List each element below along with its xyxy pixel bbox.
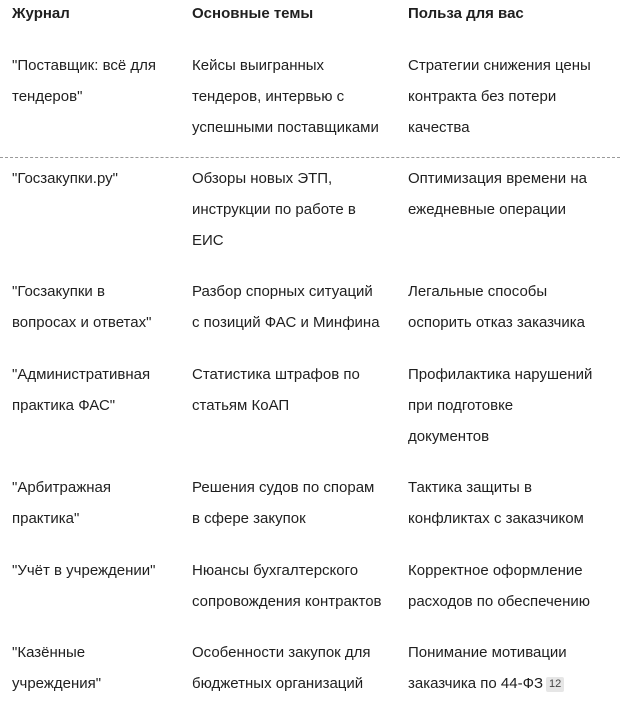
cell-line: документов [408,428,490,445]
cell-line: "Административная [12,366,151,383]
cell-line: Нюансы бухгалтерского [192,562,359,579]
cell-line: сопровождения контрактов [192,593,382,610]
cell-line: ежедневные операции [408,201,566,218]
cell-topics [192,637,371,699]
cell-line: расходов по обеспечению [408,593,591,610]
cell-line: бюджетных организаций [192,675,364,692]
header-benefit: Польза для вас [408,5,524,22]
cell-topics [192,276,380,338]
cell-journal [12,276,151,338]
cell-topics [192,50,379,143]
footnote-ref-badge[interactable]: 12 [546,677,564,692]
row-divider [0,157,620,158]
cell-line: "Казённые [12,644,86,661]
cell-topics [192,472,374,534]
cell-line: Решения судов по спорам [192,479,375,496]
cell-line: конфликтах с заказчиком [408,510,584,527]
cell-line: Корректное оформление [408,562,583,579]
cell-line: тендеров, интервью с [192,88,345,105]
cell-journal [12,555,156,586]
cell-line: практика ФАС" [12,397,116,414]
cell-benefit [408,472,584,534]
cell-benefit [408,50,591,143]
cell-line: Оптимизация времени на [408,170,587,187]
cell-line: успешными поставщиками [192,119,379,136]
cell-topics [192,163,356,256]
cell-line: контракта без потери [408,88,557,105]
cell-line: с позиций ФАС и Минфина [192,314,380,331]
cell-line: Легальные способы [408,283,548,300]
cell-line: Стратегии снижения цены [408,57,591,74]
header-journal: Журнал [12,5,70,22]
cell-line: Особенности закупок для [192,644,371,661]
cell-line: практика" [12,510,80,527]
cell-line: учреждения" [12,675,102,692]
header-topics: Основные темы [192,5,314,22]
cell-line: вопросах и ответах" [12,314,152,331]
cell-line: Кейсы выигранных [192,57,325,74]
cell-line: Статистика штрафов по [192,366,360,383]
cell-benefit [408,163,587,225]
cell-line: ЕИС [192,232,224,249]
cell-line: в сфере закупок [192,510,306,527]
cell-line: инструкции по работе в [192,201,356,218]
cell-line: статьям КоАП [192,397,290,414]
cell-line: Разбор спорных ситуаций [192,283,373,300]
cell-line: при подготовке [408,397,514,414]
cell-line: заказчика по 44-ФЗ [408,675,544,692]
cell-line: Профилактика нарушений [408,366,593,383]
cell-journal [12,50,156,112]
cell-journal [12,359,150,421]
cell-line: Понимание мотивации [408,644,567,661]
cell-journal [12,637,101,699]
cell-line: "Госзакупки.ру" [12,170,118,187]
cell-topics [192,359,360,421]
cell-line: Обзоры новых ЭТП, [192,170,333,187]
cell-journal [12,163,118,194]
cell-topics [192,555,382,617]
cell-line: тендеров" [12,88,83,105]
cell-line: "Учёт в учреждении" [12,562,156,579]
cell-line: Тактика защиты в [408,479,532,496]
cell-line: "Госзакупки в [12,283,105,300]
cell-line: "Арбитражная [12,479,111,496]
cell-benefit [408,276,585,338]
cell-journal [12,472,111,534]
cell-benefit [408,637,567,699]
cell-benefit [408,359,592,452]
cell-line: оспорить отказ заказчика [408,314,585,331]
cell-line: качества [408,119,470,136]
cell-benefit [408,555,590,617]
cell-line: "Поставщик: всё для [12,57,157,74]
